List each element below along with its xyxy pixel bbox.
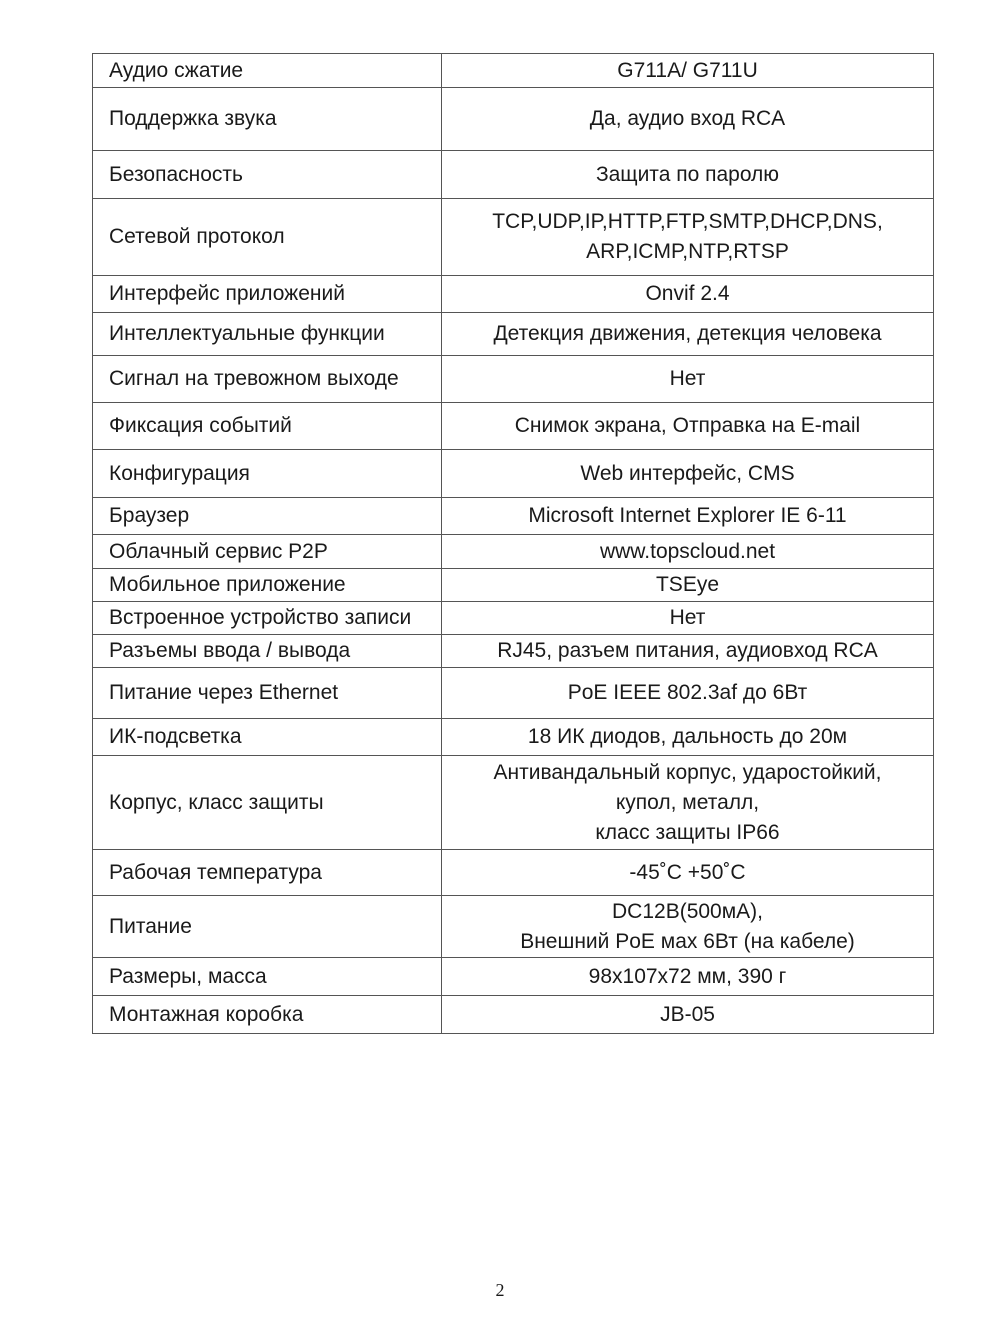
table-row — [93, 356, 934, 403]
table-row — [93, 535, 934, 569]
spec-key: Разъемы ввода / вывода — [93, 635, 442, 668]
spec-value: Onvif 2.4 — [442, 276, 934, 313]
table-row — [93, 403, 934, 450]
spec-value: Нет — [442, 356, 934, 403]
table-row — [93, 88, 934, 151]
spec-key: Интерфейс приложений — [93, 276, 442, 313]
spec-value: Да, аудио вход RCA — [442, 88, 934, 151]
page-number: 2 — [495, 1280, 505, 1300]
spec-key: Монтажная коробка — [93, 996, 442, 1034]
spec-key: Фиксация событий — [93, 403, 442, 450]
table-row — [93, 151, 934, 199]
spec-value: www.topscloud.net — [442, 535, 934, 569]
spec-key: Интеллектуальные функции — [93, 313, 442, 356]
table-row — [93, 668, 934, 719]
spec-key: Конфигурация — [93, 450, 442, 498]
table-row — [93, 54, 934, 88]
spec-value: Нет — [442, 602, 934, 635]
table-row — [93, 498, 934, 535]
table-row — [93, 635, 934, 668]
spec-key: Питание — [93, 896, 442, 958]
table-row — [93, 569, 934, 602]
specs-table-body — [93, 54, 934, 1034]
spec-value: G711A/ G711U — [442, 54, 934, 88]
spec-value: Microsoft Internet Explorer IE 6-11 — [442, 498, 934, 535]
spec-value: TSEye — [442, 569, 934, 602]
table-row — [93, 450, 934, 498]
spec-key: Поддержка звука — [93, 88, 442, 151]
spec-value: 18 ИК диодов, дальность до 20м — [442, 719, 934, 756]
spec-key: Аудио сжатие — [93, 54, 442, 88]
specs-table — [92, 53, 934, 1034]
spec-key: ИК-подсветка — [93, 719, 442, 756]
spec-value: 98x107x72 мм, 390 г — [442, 958, 934, 996]
spec-key: Мобильное приложение — [93, 569, 442, 602]
spec-value: Снимок экрана, Отправка на E-mail — [442, 403, 934, 450]
table-row — [93, 276, 934, 313]
table-row — [93, 602, 934, 635]
spec-key: Размеры, масса — [93, 958, 442, 996]
spec-value: RJ45, разъем питания, аудиовход RCA — [442, 635, 934, 668]
spec-value: Антивандальный корпус, ударостойкий, купол, металл, класс защиты IP66 — [442, 756, 934, 850]
spec-key: Браузер — [93, 498, 442, 535]
spec-value: Web интерфейс, CMS — [442, 450, 934, 498]
spec-value: DC12В(500мА), Внешний PoE мах 6Вт (на кабеле) — [442, 896, 934, 958]
spec-value: Защита по паролю — [442, 151, 934, 199]
spec-key: Корпус, класс защиты — [93, 756, 442, 850]
table-row — [93, 958, 934, 996]
spec-value: PoE IEEE 802.3af до 6Вт — [442, 668, 934, 719]
table-row — [93, 313, 934, 356]
spec-value: Детекция движения, детекция человека — [442, 313, 934, 356]
spec-key: Питание через Ethernet — [93, 668, 442, 719]
spec-value: -45˚C +50˚C — [442, 850, 934, 896]
table-row — [93, 199, 934, 276]
spec-key: Сетевой протокол — [93, 199, 442, 276]
table-row — [93, 756, 934, 850]
spec-key: Безопасность — [93, 151, 442, 199]
table-row — [93, 719, 934, 756]
spec-key: Встроенное устройство записи — [93, 602, 442, 635]
spec-key: Облачный сервис P2P — [93, 535, 442, 569]
spec-value: JB-05 — [442, 996, 934, 1034]
spec-value: TCP,UDP,IP,HTTP,FTP,SMTP,DHCP,DNS, ARP,ICMP,NTP,RTSP — [442, 199, 934, 276]
spec-key: Рабочая температура — [93, 850, 442, 896]
table-row — [93, 896, 934, 958]
table-row — [93, 850, 934, 896]
spec-key: Сигнал на тревожном выходе — [93, 356, 442, 403]
table-row — [93, 996, 934, 1034]
